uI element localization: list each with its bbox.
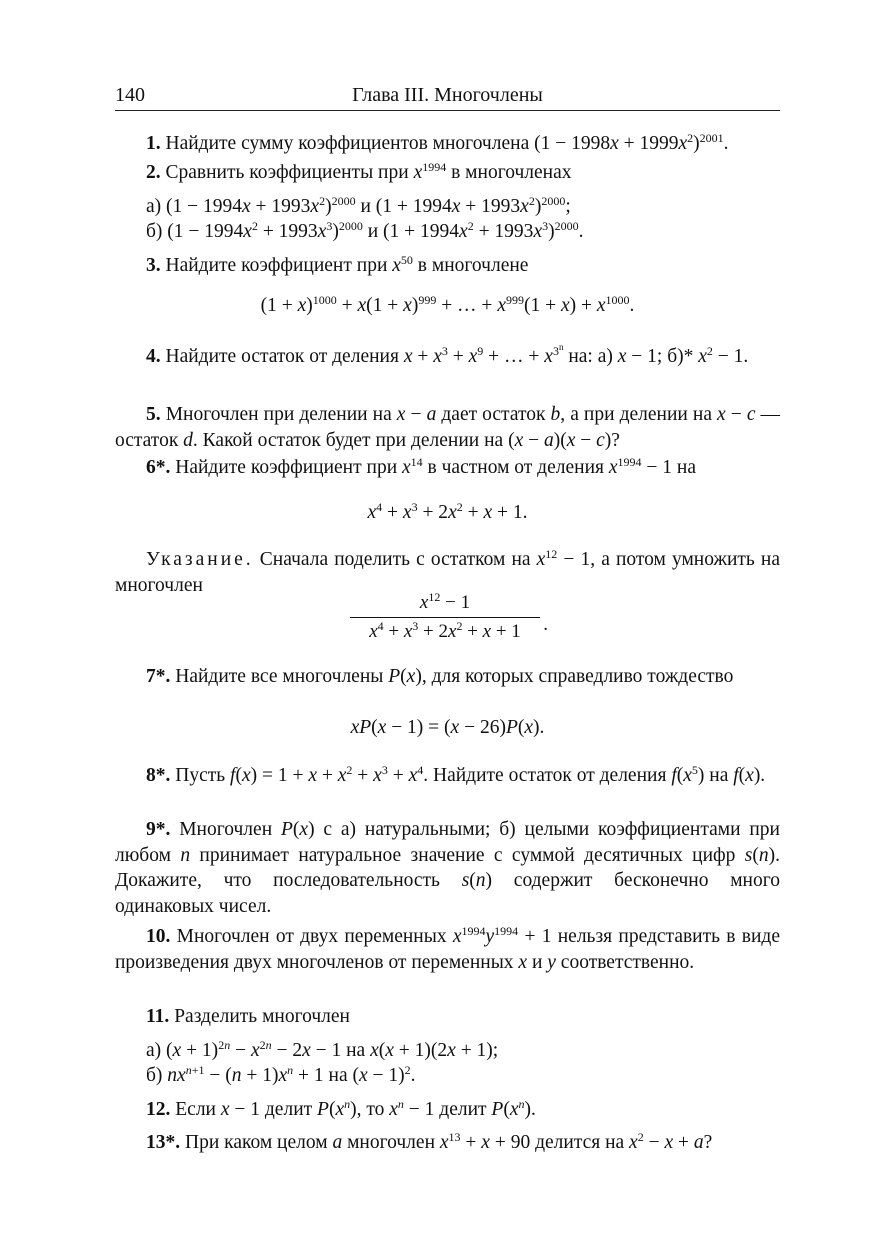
problem-12 (115, 1097, 780, 1123)
problem-number: 4. (146, 346, 161, 367)
problem-7 (115, 664, 780, 690)
problem-number: 1. (146, 133, 161, 154)
problem-2a: а) $(1 - 1994x + 1993x^2)^{2000}$ и $(1 + 1994x + 1993x^2)^{2000}$; (146, 194, 571, 217)
problem-number: 7*. (146, 666, 171, 687)
chapter-title: Глава III. Многочлены (352, 84, 543, 106)
problem-number: 6*. (146, 457, 171, 478)
problem-text: Найдите все многочлены P(x), для которых справедливо тождество (175, 666, 734, 687)
problem-number: 3. (146, 255, 161, 276)
problem-text: При каком целом a многочлен $x^{13} + x + 90$ делится на $x^2 - x + a$? (185, 1130, 713, 1153)
problem-text: Пусть $f(x) = 1 + x + x^2 + x^3 + x^4$. Найдите остаток от деления $f(x^5)$ на f(x). (175, 763, 766, 786)
problem-text: Найдите коэффициент при $x^{14}$ в частном от деления $x^{1994} - 1$ на (175, 455, 696, 478)
hint-word: Указание. (146, 549, 254, 570)
problem-text: Разделить многочлен (174, 1006, 350, 1027)
problem-number: 13*. (146, 1132, 181, 1153)
problem-5 (115, 402, 780, 453)
problem-2b: б) $(1 - 1994x^2 + 1993x^3)^{2000}$ и $(1 + 1994x^2 + 1993x^3)^{2000}$. (146, 219, 584, 242)
problem-9 (115, 817, 780, 919)
problem-number: 9*. (146, 819, 171, 840)
problem-3-formula: $(1 + x)^{1000} + x(1 + x)^{999}$ + … + $x^{999}(1 + x) + x^{1000}$. (260, 293, 635, 316)
problem-8 (115, 763, 780, 789)
problem-number: 8*. (146, 765, 171, 786)
problem-text: Многочлен от двух переменных $x^{1994}y^{1994} + 1$ нельзя представить в виде произведения двух многочленов от переменных x и y соответственно. (115, 924, 781, 973)
problem-text: Найдите коэффициент при $x^{50}$ в многочлене (165, 253, 529, 276)
problem-7-formula: xP(x − 1) = (x − 26)P(x). (350, 717, 545, 738)
problem-number: 2. (146, 162, 161, 183)
problem-1 (115, 131, 780, 157)
problem-2 (115, 160, 780, 186)
problem-6-formula: $x^4 + x^3 + 2x^2 + x + 1$. (367, 500, 528, 523)
problem-10 (115, 924, 780, 975)
problem-text: Сравнить коэффициенты при $x^{1994}$ в многочленах (165, 160, 572, 183)
problem-number: 12. (146, 1099, 171, 1120)
problem-3 (115, 253, 780, 279)
problem-13 (115, 1130, 780, 1156)
hint-fraction: $x^{12} - 1$ $x^4 + x^3 + 2x^2 + x + 1$ . (350, 592, 540, 643)
problem-text: Найдите сумму коэффициентов многочлена $(1 - 1998x + 1999x^2)^{2001}$. (165, 131, 729, 154)
problem-text: Если x − 1 делит $P(x^n)$, то $x^n - 1$ делит $P(x^n)$. (175, 1097, 536, 1120)
problem-11b: б) $nx^{n+1} - (n + 1)x^n + 1$ на $(x - 1)^2$. (146, 1063, 416, 1086)
hint-text: Сначала поделить с остатком на $x^{12} - 1$, а потом умножить на многочлен (115, 547, 780, 596)
problem-11 (115, 1004, 780, 1030)
page-number: 140 (115, 84, 145, 106)
header-rule (115, 110, 780, 111)
hint (115, 547, 780, 598)
problem-number: 11. (146, 1006, 170, 1027)
problem-number: 5. (146, 404, 161, 425)
problem-number: 10. (146, 926, 171, 947)
problem-text: Многочлен P(x) с а) натуральными; б) целыми коэффициентами при любом n принимает натуральное значение с суммой десятичных цифр s(n). Докажите, что последовательность s(n) содержит бесконечно много одинаковых чисел. (115, 819, 780, 917)
problem-6 (115, 455, 780, 481)
page-header (115, 84, 780, 112)
problem-4 (115, 344, 780, 370)
problem-text: Найдите остаток от деления $x + x^3 + x^9$ + … + $x^{3^n}$ на: а) x − 1; б)* $x^2 - 1$. (165, 342, 749, 367)
problem-11a: а) $(x + 1)^{2n} - x^{2n} - 2x - 1$ на x(x + 1)(2x + 1); (146, 1038, 499, 1061)
problem-text: Многочлен при делении на x − a дает остаток b, а при делении на x − c — остаток d. Какой остаток будет при делении на (x − a)(x − c)? (115, 404, 781, 451)
